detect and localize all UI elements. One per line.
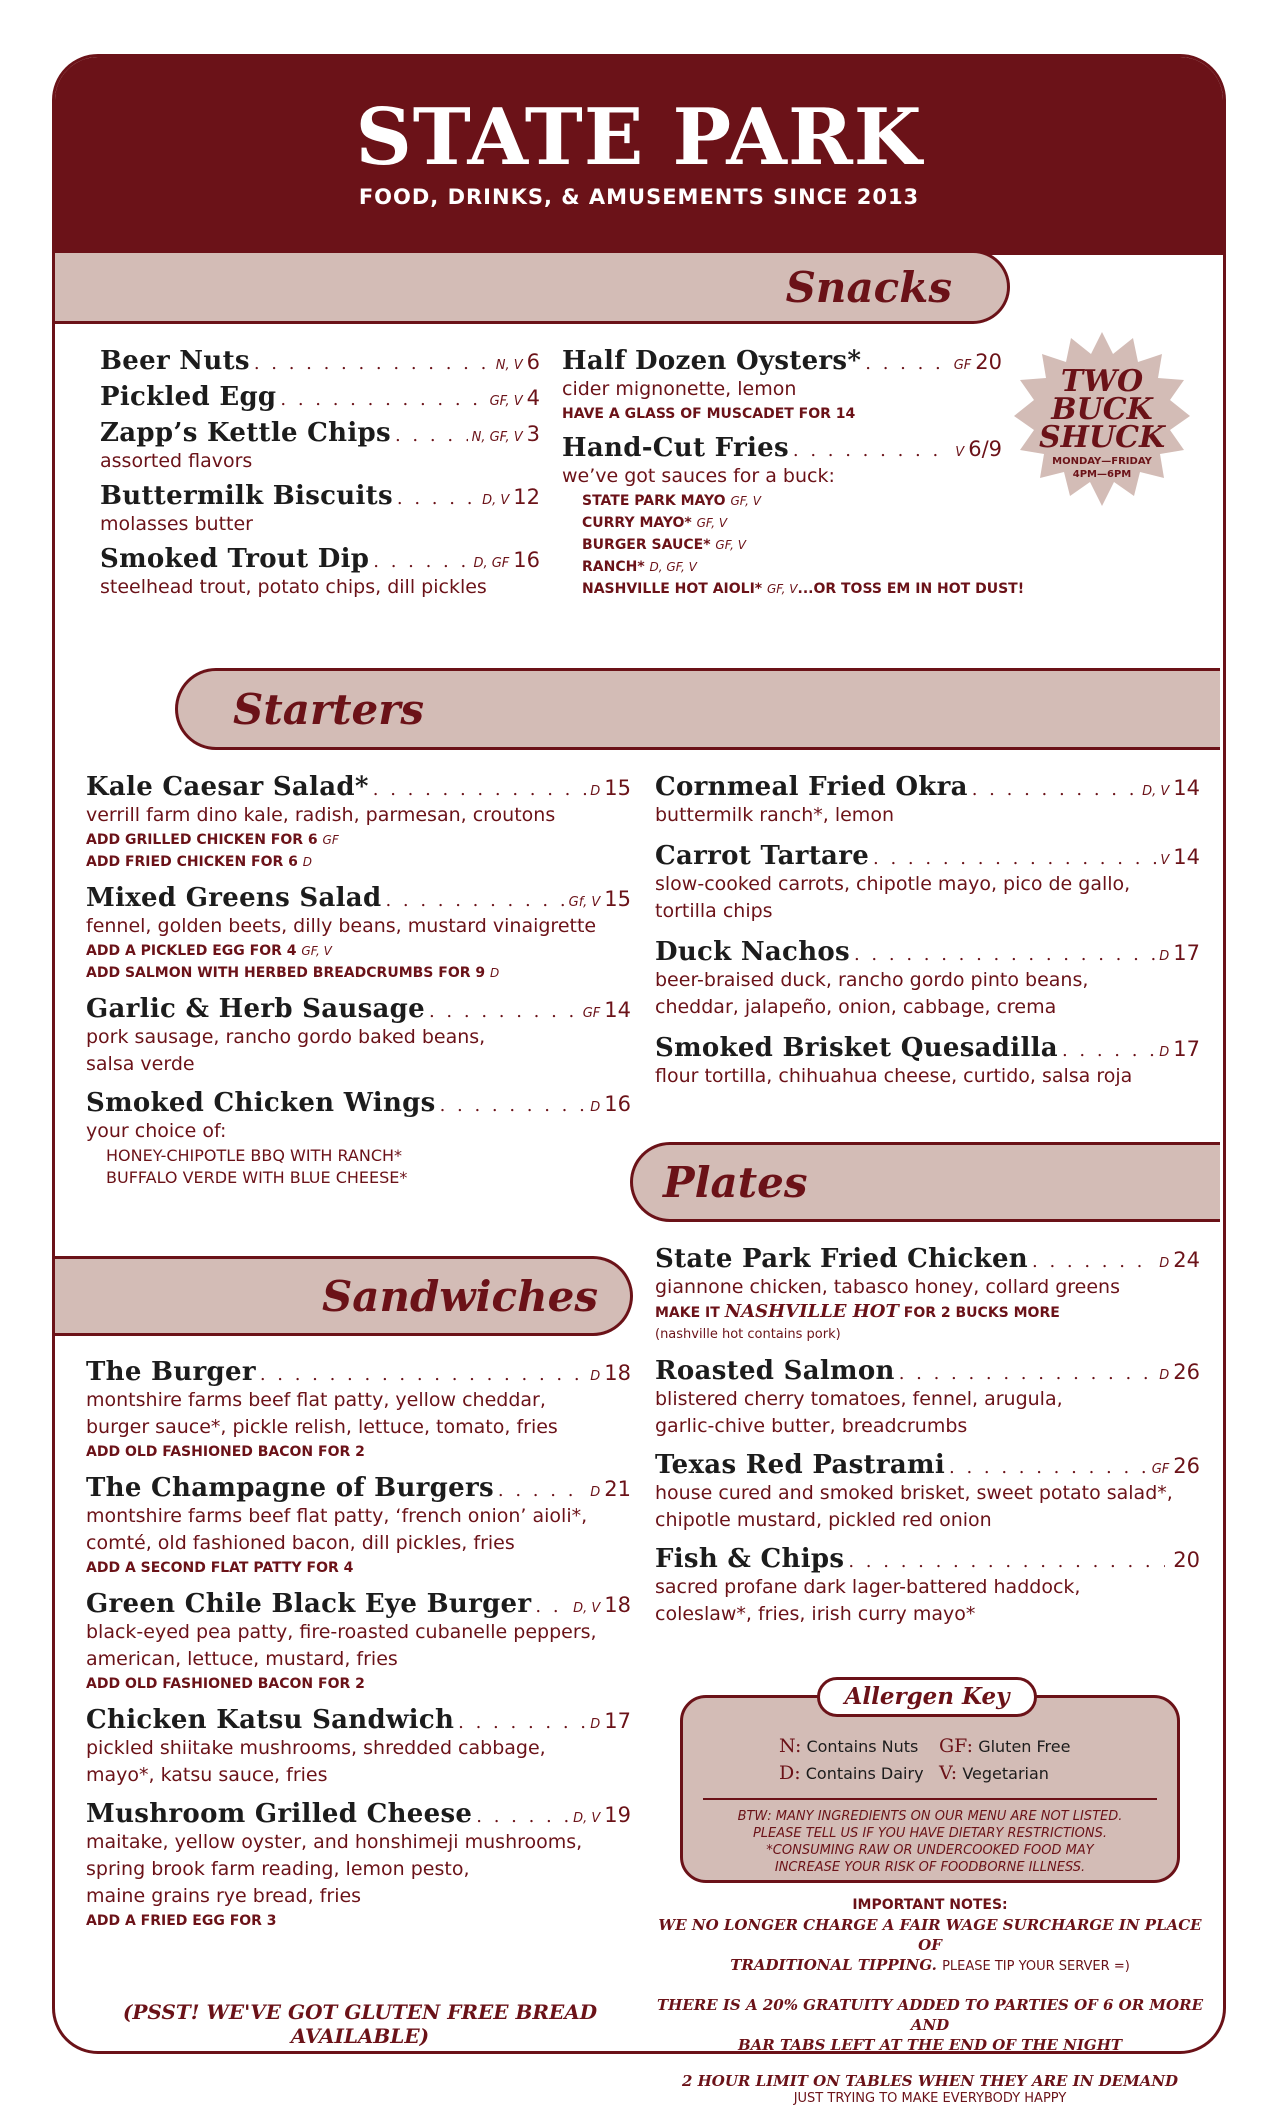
menu-item: [86, 1473, 631, 1579]
menu-item: [100, 382, 540, 412]
badge-line2: BUCK: [1051, 392, 1153, 427]
badge-hours: 4PM—6PM: [1072, 469, 1132, 480]
item-name: Smoked Chicken Wings: [86, 1088, 436, 1118]
item-addon: ADD A SECOND FLAT PATTY FOR 4: [86, 1560, 354, 1576]
item-price: 3: [526, 422, 540, 446]
sandwiches-heading: Sandwiches: [321, 1271, 598, 1321]
item-price: 26: [1173, 1360, 1200, 1384]
item-name: Hand-Cut Fries: [562, 433, 789, 463]
item-desc: assorted flavors: [100, 450, 253, 472]
item-desc: molasses butter: [100, 513, 253, 535]
badge-line3: SHUCK: [1038, 420, 1166, 455]
item-desc: comté, old fashioned bacon, dill pickles, fries: [86, 1532, 515, 1554]
item-name: Zapp’s Kettle Chips: [100, 418, 391, 448]
item-desc: burger sauce*, pickle relish, lettuce, tomato, fries: [86, 1416, 558, 1438]
item-price: 20: [1173, 1548, 1200, 1572]
badge-days: MONDAY—FRIDAY: [1052, 456, 1152, 467]
item-desc: american, lettuce, mustard, fries: [86, 1648, 398, 1670]
menu-item: [86, 772, 631, 873]
item-name: Pickled Egg: [100, 382, 277, 412]
item-price: 18: [604, 1593, 631, 1617]
item-tags: D: [590, 1717, 601, 1732]
item-price: 14: [1173, 776, 1200, 800]
item-desc: we’ve got sauces for a buck:: [562, 465, 835, 487]
item-name: Mushroom Grilled Cheese: [86, 1799, 473, 1829]
item-name: Smoked Brisket Quesadilla: [655, 1033, 1058, 1063]
menu-item: [86, 994, 631, 1078]
two-buck-shuck-badge: [1012, 330, 1192, 510]
item-tags: D: [1159, 1256, 1170, 1271]
item-tags: D, GF: [473, 556, 510, 571]
item-tags: D: [590, 1100, 601, 1115]
item-desc: verrill farm dino kale, radish, parmesan, croutons: [86, 804, 556, 826]
plates-heading: Plates: [663, 1157, 808, 1207]
item-tags: D, V: [482, 493, 510, 508]
item-name: Kale Caesar Salad*: [86, 772, 369, 802]
item-tags: D, V: [1142, 784, 1170, 799]
allergen-note: BTW: MANY INGREDIENTS ON OUR MENU ARE NOT LISTED. PLEASE TELL US IF YOU HAVE DIETARY RESTRICTIONS. *CONSUMING RAW OR UNDERCOOKED FOOD MAY INCREASE YOUR RISK OF FOODBORNE ILLNESS.: [703, 1798, 1157, 1876]
item-price: 6: [526, 350, 540, 374]
item-tags: D: [1159, 1368, 1170, 1383]
item-name: Smoked Trout Dip: [100, 544, 370, 574]
item-name: Carrot Tartare: [655, 841, 870, 871]
menu-item: [655, 841, 1200, 925]
item-desc: sacred profane dark lager-battered haddock,: [655, 1576, 1081, 1598]
item-desc: coleslaw*, fries, irish curry mayo*: [655, 1603, 976, 1625]
item-name: The Champagne of Burgers: [86, 1473, 494, 1503]
restaurant-title: STATE PARK: [355, 92, 923, 183]
menu-item: [100, 418, 540, 475]
allergen-key-box: [680, 1695, 1180, 1883]
wing-option: BUFFALO VERDE WITH BLUE CHEESE*: [106, 1168, 408, 1187]
sauce-option: STATE PARK MAYO GF, V: [582, 493, 761, 509]
menu-item: [86, 1799, 631, 1932]
item-addon: ADD OLD FASHIONED BACON FOR 2: [86, 1444, 365, 1460]
item-desc: chipotle mustard, pickled red onion: [655, 1509, 992, 1531]
menu-item: [100, 481, 540, 538]
menu-item: [562, 346, 1002, 425]
item-note: (nashville hot contains pork): [655, 1327, 841, 1342]
snacks-right: [562, 346, 1025, 606]
allergen-grid: N: Contains Nuts GF: Gluten Free D: Contains Dairy V: Vegetarian: [779, 1735, 1071, 1784]
item-desc: house cured and smoked brisket, sweet potato salad*,: [655, 1482, 1173, 1504]
item-price: 17: [1173, 1037, 1200, 1061]
item-desc: cider mignonette, lemon: [562, 378, 797, 400]
sauce-option: NASHVILLE HOT AIOLI* GF, V...OR TOSS EM IN HOT DUST!: [582, 581, 1025, 597]
item-tags: Gf, V: [568, 895, 601, 910]
item-desc: pork sausage, rancho gordo baked beans,: [86, 1026, 486, 1048]
starters-right: [655, 772, 1200, 1096]
item-price: 17: [604, 1709, 631, 1733]
menu-item: [562, 433, 1025, 600]
item-tags: GF, V: [489, 394, 523, 409]
menu-item: [100, 346, 540, 376]
item-price: 15: [604, 776, 631, 800]
item-name: Duck Nachos: [655, 937, 850, 967]
item-name: Mixed Greens Salad: [86, 883, 382, 913]
item-addon: ADD SALMON WITH HERBED BREADCRUMBS FOR 9 D: [86, 965, 500, 981]
item-price: 21: [604, 1477, 631, 1501]
item-price: 24: [1173, 1248, 1200, 1272]
menu-item: [655, 1244, 1200, 1346]
item-tags: D: [590, 1369, 601, 1384]
item-price: 19: [604, 1803, 631, 1827]
menu-item: [655, 1450, 1200, 1534]
item-desc: beer-braised duck, rancho gordo pinto beans,: [655, 969, 1089, 991]
item-tags: V: [1160, 853, 1170, 868]
item-desc: buttermilk ranch*, lemon: [655, 804, 894, 826]
wing-option: HONEY-CHIPOTLE BBQ WITH RANCH*: [106, 1146, 403, 1165]
item-name: Chicken Katsu Sandwich: [86, 1705, 455, 1735]
starters-band: [175, 668, 1220, 750]
item-addon: ADD OLD FASHIONED BACON FOR 2: [86, 1676, 365, 1692]
item-tags: D, V: [573, 1811, 601, 1826]
item-desc: mayo*, katsu sauce, fries: [86, 1764, 328, 1786]
item-tags: D: [1159, 1045, 1170, 1060]
item-price: 17: [1173, 941, 1200, 965]
item-desc: your choice of:: [86, 1120, 227, 1142]
item-name: Garlic & Herb Sausage: [86, 994, 425, 1024]
item-price: 20: [975, 350, 1002, 374]
item-price: 12: [513, 485, 540, 509]
menu-item: [86, 1589, 631, 1695]
sandwiches-list: [86, 1357, 631, 1938]
menu-item: [86, 1705, 631, 1789]
item-desc: maine grains rye bread, fries: [86, 1885, 362, 1907]
item-tags: D: [590, 784, 601, 799]
starters-left: [86, 772, 631, 1195]
menu-item: [655, 937, 1200, 1021]
item-name: Fish & Chips: [655, 1544, 845, 1574]
menu-item: [655, 1033, 1200, 1090]
nashville-hot-upgrade: MAKE IT NASHVILLE HOT FOR 2 BUCKS MORE: [655, 1301, 1060, 1322]
item-desc: montshire farms beef flat patty, yellow cheddar,: [86, 1389, 546, 1411]
item-desc: montshire farms beef flat patty, ‘french onion’ aioli*,: [86, 1505, 588, 1527]
item-desc: maitake, yellow oyster, and honshimeji mushrooms,: [86, 1831, 583, 1853]
item-desc: blistered cherry tomatoes, fennel, arugula,: [655, 1388, 1063, 1410]
snacks-left: [100, 346, 540, 607]
menu-item: [655, 772, 1200, 829]
item-tags: N, GF, V: [471, 430, 523, 445]
gluten-free-note: (PSST! WE'VE GOT GLUTEN FREE BREAD AVAILABLE): [122, 2000, 598, 2048]
important-notes: IMPORTANT NOTES: WE NO LONGER CHARGE A FAIR WAGE SURCHARGE IN PLACE OF TRADITIONAL TIPPING. PLEASE TIP YOUR SERVER =) THERE IS A 20% GRATUITY ADDED TO PARTIES OF 6 OR MORE AND BAR TABS LEFT AT THE END OF THE NIGHT 2 HOUR LIMIT ON TABLES WHEN THEY ARE IN DEMAND JUST TRYING TO MAKE EVERYBODY HAPPY: [657, 1897, 1203, 2106]
item-name: Texas Red Pastrami: [655, 1450, 946, 1480]
item-price: 14: [604, 998, 631, 1022]
snacks-band: [55, 250, 1010, 324]
item-tags: D: [1159, 949, 1170, 964]
item-tags: D: [590, 1485, 601, 1500]
sauce-option: CURRY MAYO* GF, V: [582, 515, 728, 531]
item-name: Beer Nuts: [100, 346, 250, 376]
item-tags: GF: [582, 1006, 601, 1021]
menu-item: [86, 1357, 631, 1463]
item-desc: slow-cooked carrots, chipotle mayo, pico de gallo,: [655, 873, 1131, 895]
item-desc: giannone chicken, tabasco honey, collard greens: [655, 1276, 1120, 1298]
item-price: 16: [513, 548, 540, 572]
item-tags: N, V: [495, 358, 523, 373]
menu-item: [655, 1356, 1200, 1440]
menu-item: [100, 544, 540, 601]
item-name: Roasted Salmon: [655, 1356, 895, 1386]
item-price: 14: [1173, 845, 1200, 869]
sandwiches-band: [55, 1256, 633, 1336]
item-desc: steelhead trout, potato chips, dill pickles: [100, 576, 487, 598]
allergen-key-title: Allergen Key: [817, 1677, 1037, 1717]
starters-heading: Starters: [233, 684, 424, 734]
item-addon: ADD GRILLED CHICKEN FOR 6 GF: [86, 832, 339, 848]
item-desc: flour tortilla, chihuahua cheese, curtido, salsa roja: [655, 1065, 1133, 1087]
item-desc: pickled shiitake mushrooms, shredded cabbage,: [86, 1737, 546, 1759]
item-desc: fennel, golden beets, dilly beans, mustard vinaigrette: [86, 915, 597, 937]
item-tags: GF: [1151, 1462, 1170, 1477]
item-addon: ADD A FRIED EGG FOR 3: [86, 1913, 277, 1929]
item-desc: cheddar, jalapeño, onion, cabbage, crema: [655, 996, 1057, 1018]
item-addon: ADD A PICKLED EGG FOR 4 GF, V: [86, 943, 332, 959]
tagline: FOOD, DRINKS, & AMUSEMENTS SINCE 2013: [358, 185, 920, 209]
menu-item: [655, 1544, 1200, 1628]
item-price: 26: [1173, 1454, 1200, 1478]
item-desc: garlic-chive butter, breadcrumbs: [655, 1415, 968, 1437]
item-name: Buttermilk Biscuits: [100, 481, 393, 511]
item-addon: HAVE A GLASS OF MUSCADET FOR 14: [562, 406, 856, 422]
item-name: Half Dozen Oysters*: [562, 346, 862, 376]
item-price: 6/9: [968, 437, 1002, 461]
item-name: The Burger: [86, 1357, 256, 1387]
item-price: 16: [604, 1092, 631, 1116]
item-desc: tortilla chips: [655, 900, 773, 922]
item-price: 18: [604, 1361, 631, 1385]
item-price: 15: [604, 887, 631, 911]
item-tags: D, V: [573, 1601, 601, 1616]
item-tags: GF: [953, 358, 972, 373]
plates-list: [655, 1244, 1200, 1634]
item-desc: salsa verde: [86, 1053, 195, 1075]
sauce-option: BURGER SAUCE* GF, V: [582, 537, 746, 553]
menu-item: [86, 883, 631, 984]
menu-item: [86, 1088, 631, 1189]
item-name: Cornmeal Fried Okra: [655, 772, 968, 802]
badge-line1: TWO: [1060, 364, 1144, 399]
item-addon: ADD FRIED CHICKEN FOR 6 D: [86, 854, 313, 870]
item-desc: black-eyed pea patty, fire-roasted cubanelle peppers,: [86, 1621, 597, 1643]
item-desc: spring brook farm reading, lemon pesto,: [86, 1858, 470, 1880]
item-price: 4: [526, 386, 540, 410]
item-name: Green Chile Black Eye Burger: [86, 1589, 532, 1619]
item-name: State Park Fried Chicken: [655, 1244, 1029, 1274]
plates-band: [630, 1142, 1220, 1222]
item-tags: V: [955, 445, 965, 460]
header: [55, 57, 1223, 255]
sauce-option: RANCH* D, GF, V: [582, 559, 697, 575]
snacks-heading: Snacks: [785, 262, 952, 312]
